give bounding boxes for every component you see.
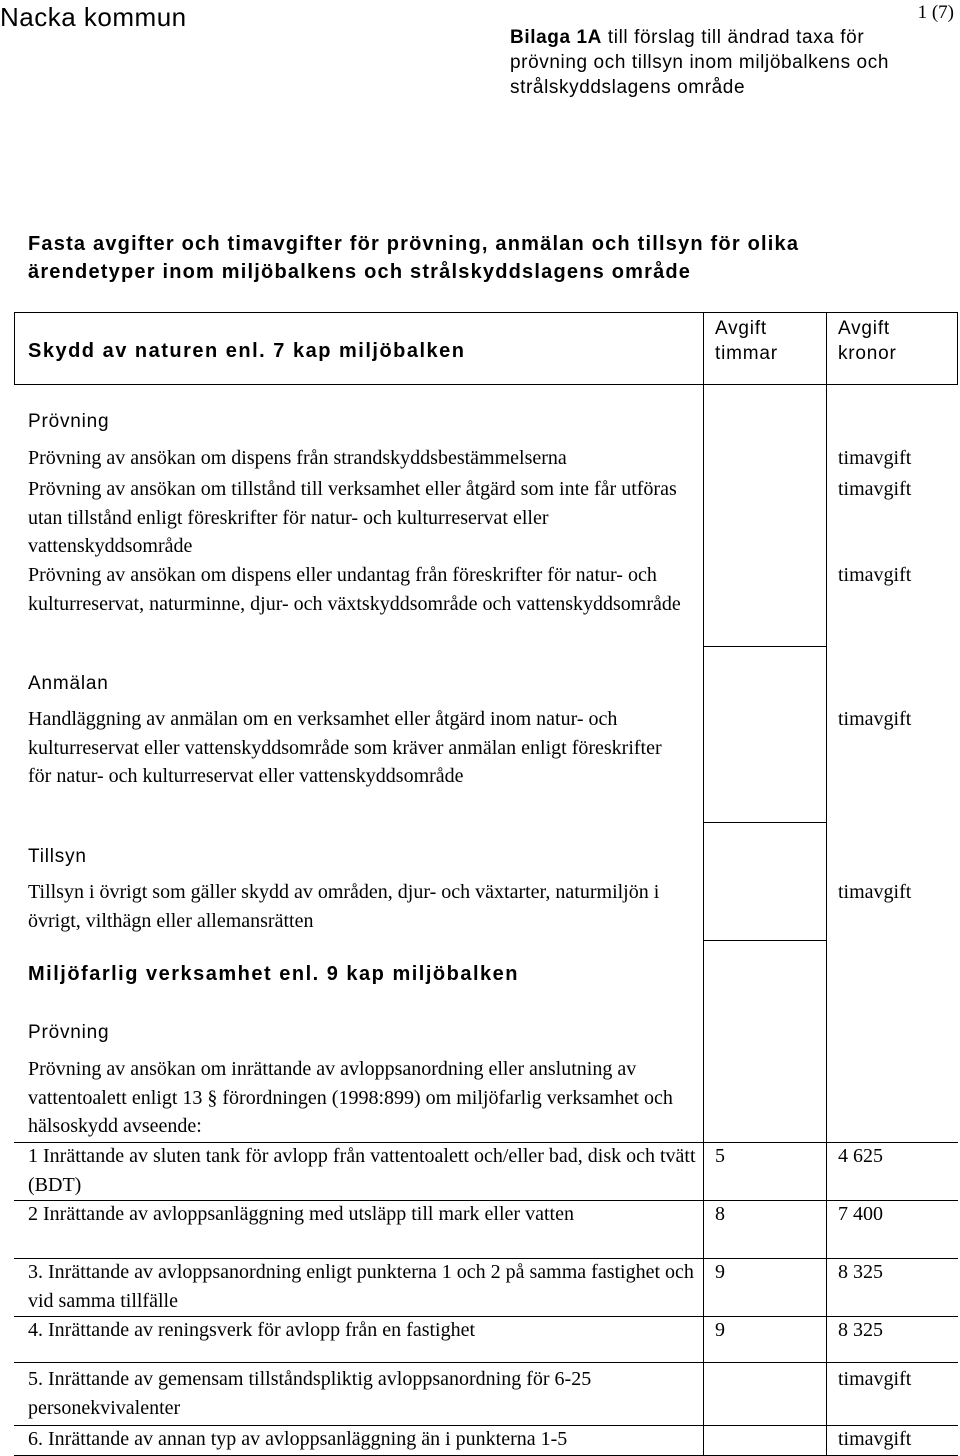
fee-row-kronor: timavgift: [838, 708, 912, 730]
fee-row-kronor: 8 325: [838, 1319, 883, 1341]
fee-row-kronor: 4 625: [838, 1145, 883, 1167]
table-heading: Skydd av naturen enl. 7 kap miljöbalken: [28, 340, 466, 362]
fee-row-kronor: timavgift: [838, 881, 912, 903]
page-number: 1 (7): [917, 2, 954, 23]
fee-row-text: 5. Inrättande av gemensam tillståndspliktig avloppsanordning för 6-25 personekvivalenter: [28, 1368, 592, 1419]
fee-row-hours: 9: [715, 1261, 725, 1283]
organization-name: Nacka kommun: [0, 2, 187, 32]
fee-row-kronor: timavgift: [838, 1368, 912, 1390]
fee-row-text: 2 Inrättande av avloppsanläggning med utsläpp till mark eller vatten: [28, 1203, 574, 1225]
fee-row-text: Prövning av ansökan om inrättande av avloppsanordning eller anslutning av vattentoalett enligt 13 § förordningen (1998:899) om miljöfarlig verksamhet och hälsoskydd avseende:: [28, 1058, 673, 1137]
fee-row-text: Prövning av ansökan om dispens från strandskyddsbestämmelserna: [28, 447, 567, 469]
fee-row-kronor: timavgift: [838, 564, 912, 586]
section-heading-provning-2: Prövning: [28, 1022, 110, 1043]
section-heading-provning: Prövning: [28, 411, 110, 432]
fee-row-text: 6. Inrättande av annan typ av avloppsanläggning än i punkterna 1-5: [28, 1428, 568, 1450]
section-heading-miljofarlig: Miljöfarlig verksamhet enl. 9 kap miljöbalken: [28, 963, 519, 985]
fee-row-kronor: timavgift: [838, 1428, 912, 1450]
column-header-hours: Avgift timmar: [715, 318, 778, 364]
fee-row-text: 4. Inrättande av reningsverk för avlopp från en fastighet: [28, 1319, 476, 1341]
fee-row-text: Prövning av ansökan om dispens eller undantag från föreskrifter för natur- och kulturreservat, naturminne, djur- och växtskyddsområde och vattenskyddsområde: [28, 564, 681, 615]
fee-row-text: 1 Inrättande av sluten tank för avlopp från vattentoalett och/eller bad, disk och tvätt (BDT): [28, 1145, 696, 1196]
fee-row-text: Tillsyn i övrigt som gäller skydd av områden, djur- och växtarter, naturmiljön i övrigt, vilthägn eller allemansrätten: [28, 881, 660, 932]
document-title: Fasta avgifter och timavgifter för prövning, anmälan och tillsyn för olika ärendetyper inom miljöbalkens och strålskyddslagens område: [28, 233, 800, 283]
fee-row-text: Handläggning av anmälan om en verksamhet eller åtgärd inom natur- och kulturreservat eller vattenskyddsområde som kräver anmälan enligt föreskrifter för natur- och kulturreservat eller vattenskyddsområde: [28, 708, 662, 787]
column-header-kronor: Avgift kronor: [838, 318, 897, 364]
fee-row-kronor: timavgift: [838, 478, 912, 500]
fee-row-kronor: 8 325: [838, 1261, 883, 1283]
fee-row-text: 3. Inrättande av avloppsanordning enligt punkterna 1 och 2 på samma fastighet och vid samma tillfälle: [28, 1261, 694, 1312]
attachment-caption: [510, 25, 910, 100]
fee-row-kronor: timavgift: [838, 447, 912, 469]
section-heading-anmalan: Anmälan: [28, 673, 109, 694]
section-heading-tillsyn: Tillsyn: [28, 846, 87, 867]
attachment-description: till förslag till ändrad taxa för prövning och tillsyn inom miljöbalkens och strålskyddslagens område: [510, 27, 889, 98]
attachment-label: Bilaga 1A: [510, 27, 602, 48]
fee-row-hours: 9: [715, 1319, 725, 1341]
fee-row-hours: 8: [715, 1203, 725, 1225]
fee-row-kronor: 7 400: [838, 1203, 883, 1225]
fee-row-text: Prövning av ansökan om tillstånd till verksamhet eller åtgärd som inte får utföras utan tillstånd enligt föreskrifter för natur- och kulturreservat eller vattenskyddsområde: [28, 478, 677, 557]
fee-row-hours: 5: [715, 1145, 725, 1167]
